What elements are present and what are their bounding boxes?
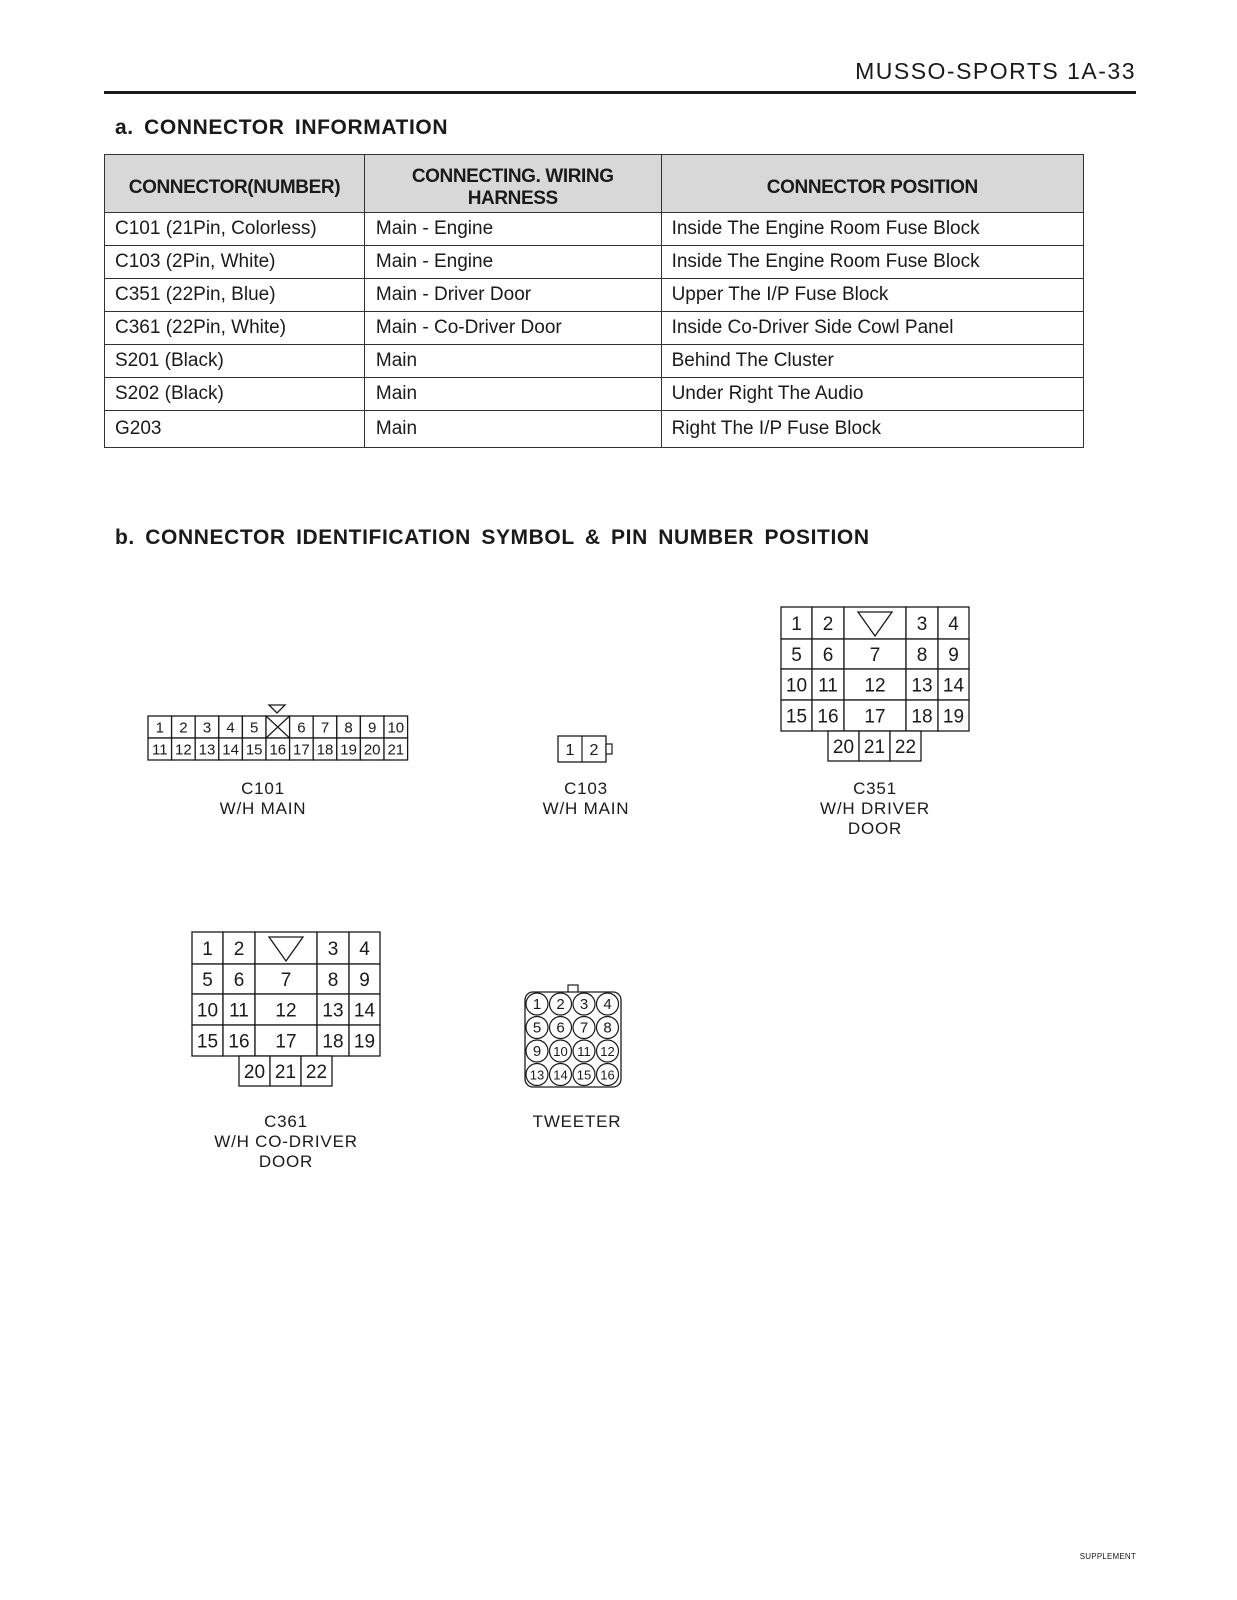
c101-pin-8-label: 8 <box>344 719 353 737</box>
c351-pin-5-label: 5 <box>791 644 802 666</box>
table-row <box>105 411 1084 448</box>
table-row <box>105 279 1084 312</box>
c101-pin-1-label: 1 <box>155 719 164 737</box>
c101-pin-9-label: 9 <box>368 719 377 737</box>
c351-pin-8-label: 8 <box>916 644 928 666</box>
table-row <box>105 213 1084 246</box>
tweeter-pin-label: 7 <box>579 1019 589 1037</box>
c361-connector-diagram <box>186 925 391 1095</box>
cell-connector: S202 (Black) <box>105 378 365 411</box>
cell-harness: Main <box>364 378 661 411</box>
cell-harness: Main - Co-Driver Door <box>364 312 661 345</box>
column-header-position: CONNECTOR POSITION <box>661 155 1083 213</box>
c351-pin-20-label: 20 <box>832 736 855 758</box>
c361-pin-8-label: 8 <box>327 969 339 991</box>
table-row <box>105 345 1084 378</box>
c101-name: C101 <box>241 779 285 798</box>
cell-position: Inside Co-Driver Side Cowl Panel <box>661 312 1083 345</box>
c101-pin-12-label: 12 <box>175 741 192 759</box>
tweeter-pin-label: 6 <box>556 1019 565 1037</box>
c101-pin-13-label: 13 <box>198 741 216 759</box>
tweeter-pin-label: 14 <box>553 1067 568 1083</box>
cell-connector: G203 <box>105 411 365 448</box>
connector-info-table <box>104 154 1084 448</box>
tweeter-pin-label: 5 <box>532 1019 542 1037</box>
c351-harness-line2: DOOR <box>847 819 903 838</box>
tweeter-pin-label: 11 <box>577 1044 591 1059</box>
c351-harness-line1: W/H DRIVER <box>820 799 930 818</box>
c361-pin-11-label: 11 <box>229 1000 249 1022</box>
c101-pin-16-label: 16 <box>269 741 287 759</box>
cell-position: Under Right The Audio <box>661 378 1083 411</box>
cell-harness: Main - Engine <box>364 246 661 279</box>
c101-pin-11-label: 11 <box>152 741 168 759</box>
tweeter-caption <box>497 1112 657 1132</box>
cell-harness: Main <box>364 345 661 378</box>
c361-caption <box>176 1112 396 1172</box>
table-header-row <box>105 155 1084 213</box>
c351-pin-9-label: 9 <box>948 644 959 666</box>
c351-pin-11-label: 11 <box>818 675 838 697</box>
c351-pin-2-label: 2 <box>822 613 834 635</box>
c351-pin-22-label: 22 <box>894 736 917 758</box>
c351-pin-1-label: 1 <box>791 613 802 635</box>
c361-pin-14-label: 14 <box>353 1000 376 1022</box>
c351-pin-13-label: 13 <box>911 675 933 697</box>
cell-position: Right The I/P Fuse Block <box>661 411 1083 448</box>
c361-pin-15-label: 15 <box>196 1031 219 1053</box>
c351-pin-10-label: 10 <box>785 675 808 697</box>
c361-pin-7-label: 7 <box>280 969 292 991</box>
column-header-harness: CONNECTING. WIRING HARNESS <box>364 155 661 213</box>
c101-pin-21-label: 21 <box>387 741 405 759</box>
c101-key-triangle-icon <box>269 705 285 713</box>
c101-pin-2-label: 2 <box>179 719 188 737</box>
tweeter-pin-label: 9 <box>532 1043 542 1060</box>
cell-connector: C361 (22Pin, White) <box>105 312 365 345</box>
c101-pin-15-label: 15 <box>245 741 263 759</box>
tweeter-pin-label: 2 <box>556 996 565 1013</box>
c361-pin-1-label: 1 <box>202 938 213 960</box>
c361-pin-17-label: 17 <box>275 1031 297 1053</box>
cell-position: Inside The Engine Room Fuse Block <box>661 246 1083 279</box>
table-row <box>105 312 1084 345</box>
cell-position: Upper The I/P Fuse Block <box>661 279 1083 312</box>
c361-pin-2-label: 2 <box>233 938 245 960</box>
c101-pin-10-label: 10 <box>387 719 405 737</box>
section-b-title: b. CONNECTOR IDENTIFICATION SYMBOL & PIN NUMBER POSITION <box>115 526 870 549</box>
c361-pin-9-label: 9 <box>359 969 370 991</box>
cell-harness: Main <box>364 411 661 448</box>
cell-connector: C351 (22Pin, Blue) <box>105 279 365 312</box>
c361-harness-line2: DOOR <box>258 1152 314 1171</box>
header-rule <box>104 91 1136 94</box>
c103-caption <box>506 779 666 819</box>
c103-name: C103 <box>564 779 608 798</box>
c103-harness: W/H MAIN <box>542 799 630 818</box>
c103-connector-diagram <box>550 728 630 768</box>
c101-pin-3-label: 3 <box>202 719 212 737</box>
c361-pin-19-label: 19 <box>353 1031 376 1053</box>
c361-pin-12-label: 12 <box>275 1000 297 1022</box>
cell-position: Behind The Cluster <box>661 345 1083 378</box>
c103-latch-icon <box>606 744 612 754</box>
cell-connector: C101 (21Pin, Colorless) <box>105 213 365 246</box>
c351-pin-6-label: 6 <box>822 644 834 666</box>
table-row <box>105 378 1084 411</box>
c351-pin-12-label: 12 <box>864 675 886 697</box>
c361-pin-22-label: 22 <box>305 1061 328 1083</box>
c351-connector-diagram <box>775 600 980 770</box>
footer-supplement: SUPPLEMENT <box>1079 1552 1136 1561</box>
c361-pin-21-label: 21 <box>274 1061 297 1083</box>
c361-pin-20-label: 20 <box>243 1061 266 1083</box>
cell-connector: C103 (2Pin, White) <box>105 246 365 279</box>
tweeter-pin-label: 15 <box>576 1067 592 1083</box>
tweeter-pin-label: 1 <box>532 996 542 1013</box>
c101-pin-19-label: 19 <box>340 741 357 759</box>
section-a-title: a. CONNECTOR INFORMATION <box>115 116 449 139</box>
tweeter-name: TWEETER <box>532 1112 622 1131</box>
cell-harness: Main - Engine <box>364 213 661 246</box>
page-header-title: MUSSO-SPORTS 1A-33 <box>855 58 1136 84</box>
c351-pin-21-label: 21 <box>863 736 886 758</box>
c101-caption <box>183 779 343 819</box>
tweeter-pin-label: 12 <box>600 1044 615 1059</box>
tweeter-pin-label: 16 <box>600 1067 615 1083</box>
column-header-connector: CONNECTOR(NUMBER) <box>105 155 365 213</box>
c361-pin-18-label: 18 <box>322 1031 344 1053</box>
c101-pin-6-label: 6 <box>297 719 306 737</box>
c361-pin-16-label: 16 <box>228 1031 250 1053</box>
c351-caption <box>775 779 975 839</box>
c351-pin-16-label: 16 <box>817 706 839 728</box>
cell-position: Inside The Engine Room Fuse Block <box>661 213 1083 246</box>
table-row <box>105 246 1084 279</box>
c101-pin-18-label: 18 <box>316 741 334 759</box>
c351-pin-4-label: 4 <box>948 613 959 635</box>
c101-pin-4-label: 4 <box>226 719 235 737</box>
cell-connector: S201 (Black) <box>105 345 365 378</box>
tweeter-pin-label: 4 <box>603 996 612 1013</box>
c101-pin-5-label: 5 <box>250 719 259 737</box>
c351-pin-7-label: 7 <box>869 644 881 666</box>
tweeter-connector-diagram <box>518 980 628 1090</box>
c361-pin-4-label: 4 <box>359 938 370 960</box>
c361-pin-6-label: 6 <box>233 969 245 991</box>
c101-harness: W/H MAIN <box>219 799 307 818</box>
c351-name: C351 <box>853 779 897 798</box>
c101-connector-diagram <box>140 700 420 770</box>
c103-pin-label: 1 <box>565 742 575 759</box>
c361-pin-3-label: 3 <box>327 938 339 960</box>
cell-harness: Main - Driver Door <box>364 279 661 312</box>
tweeter-pin-label: 10 <box>553 1044 568 1059</box>
c351-pin-17-label: 17 <box>864 706 886 728</box>
tweeter-pin-label: 8 <box>603 1019 612 1037</box>
tweeter-pin-label: 3 <box>579 996 589 1013</box>
c361-harness-line1: W/H CO-DRIVER <box>214 1132 358 1151</box>
c351-pin-18-label: 18 <box>911 706 933 728</box>
c101-pin-14-label: 14 <box>222 741 239 759</box>
c351-pin-14-label: 14 <box>942 675 965 697</box>
c351-pin-3-label: 3 <box>916 613 928 635</box>
c361-name: C361 <box>264 1112 308 1131</box>
c351-pin-19-label: 19 <box>942 706 965 728</box>
c101-pin-17-label: 17 <box>293 741 310 759</box>
c361-pin-13-label: 13 <box>322 1000 344 1022</box>
c103-pin-label: 2 <box>589 742 599 759</box>
tweeter-pin-label: 13 <box>529 1067 545 1083</box>
c351-pin-15-label: 15 <box>785 706 808 728</box>
c101-pin-20-label: 20 <box>363 741 381 759</box>
c361-pin-10-label: 10 <box>196 1000 219 1022</box>
c101-pin-7-label: 7 <box>320 719 330 737</box>
c361-pin-5-label: 5 <box>202 969 213 991</box>
